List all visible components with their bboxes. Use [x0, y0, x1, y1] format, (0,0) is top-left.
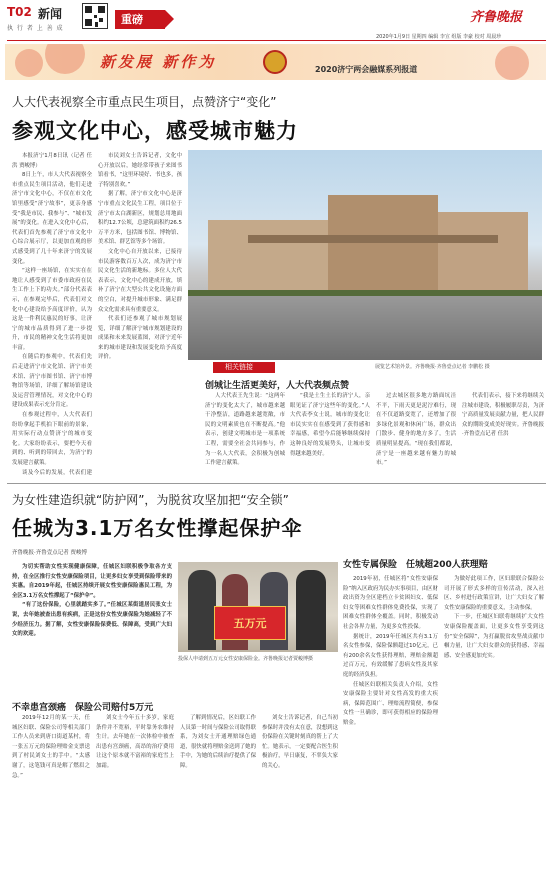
bottom-column-3 — [180, 714, 256, 880]
story2-subhead: 不幸患宫颈癌 保险公司赔付5万元 — [12, 703, 154, 713]
story2-lead — [12, 563, 172, 695]
paragraph: 刘女士告诉记者，自己当初参保时并没有太在意，没想到这份保险在关键时刻真的帮上了大忙。她表示，一定要配合医生积极治疗，早日康复，不辜负大家的关心。 — [262, 715, 338, 769]
paragraph: “有了这份保险，心里就踏实多了。”任城区某街道居民张女士说，去年她被查出患有疾病，正是这份女性安康保险为她减轻了不少经济压力。据了解，女性安康保险保费低、保障高，受到广大妇女的欢迎。 — [12, 602, 172, 638]
story1-headline: 参观文化中心，感受城市魅力 — [12, 119, 298, 143]
paragraph: 市民刘女士告诉记者，文化中心开放以后，她经常带孩子来图书馆看书，“这里环境好、书也多，孩子特别喜欢。” — [98, 153, 182, 188]
emblem-icon — [263, 50, 287, 74]
paragraph: 代表们还参观了城市规划展览，详细了解济宁城市规划建设的成果和未来发展蓝图，对济宁近年来的城市建设和发展变化给予高度评价。 — [98, 316, 182, 361]
newspaper-logo: 齐鲁晚报 — [470, 10, 523, 25]
masthead-subtitle: 执 行 者 上 善 成 — [7, 25, 64, 32]
paragraph: 人大代表王先生说：“这两年济宁的变化太大了，城市越来越干净整洁，道路越来越宽敞，市民的文明素质也在不断提高。”他表示，创建文明城市是一项系统工程，需要全社会共同参与，作为一名人大代表，会积极为创城工作建言献策。 — [205, 393, 285, 467]
sub-column-4 — [462, 392, 544, 480]
sub-column-3 — [376, 392, 456, 480]
paragraph: 据了解，济宁市文化中心是济宁市重点文化民生工程，项目位于济宁市太白湖新区，规划总用地面积约12.7公顷，总建筑面积约26.5万平方米，包括图书馆、博物馆、美术馆、群艺馆等多个场馆。 — [98, 191, 182, 246]
section-divider — [7, 483, 546, 484]
story1-kicker: 人大代表视察全市重点民生项目，点赞济宁“变化” — [12, 95, 277, 109]
sub-column-2 — [290, 392, 370, 480]
insurance-payout-photo — [178, 562, 338, 652]
side-column-1 — [343, 575, 438, 880]
paragraph: 本报济宁1月8日讯（记者 任洪 贾峻博） — [12, 153, 92, 169]
header-rule — [7, 40, 546, 41]
paragraph: 据统计，2019年任城区共有3.1万名女性参保，保险保额超过10亿元，已有200余名女性获得理赔，理赔金额超过百万元，有效缓解了患病女性及其家庭的经济负担。 — [343, 633, 438, 678]
photo-caption: 展览艺术馆外景。齐鲁晚报·齐鲁壹点记者 李鹏松 摄 — [375, 364, 490, 370]
story1-subhead: 创城让生活更美好，人大代表频点赞 — [205, 381, 350, 391]
paragraph: “我是土生土长的济宁人，亲眼见证了济宁这些年的变化。”人大代表李女士说，城市的变化让市民实实在在感受到了获得感和幸福感，希望今后能够继续保持这种良好的发展势头，让城市变得越来越美好。 — [290, 393, 370, 457]
paragraph: 8日上午，市人大代表视察全市重点民生项目活动，他们走进济宁市文化中心，不仅在市文化馆里感受“济宁故事”，更亲身感受“我是市民、我参与”、“城市发展”的变化。在进入文化中心后，代表们首先参观了济宁市文化中心综合展示厅，以更加直观的形式感受到了几十年来济宁的发展变化。 — [12, 172, 92, 265]
related-link-tag: 相关链接 — [213, 362, 275, 373]
masthead — [0, 0, 550, 40]
paragraph: 下一步，任城区妇联将继续扩大女性安康保险覆盖面，让更多女性享受到这份“安全保障”，为打赢脱贫攻坚战贡献巾帼力量，让广大妇女群众的获得感、幸福感、安全感更加充实。 — [444, 614, 544, 659]
paragraph: 谈及今后的发展，代表们建 — [22, 469, 92, 476]
story1-column-1 — [12, 152, 92, 478]
paragraph: 任城区妇联相关负责人介绍，女性安康保险主要针对女性高发的重大疾病，保障范围广、理赔流程简便，参保女性一旦确诊，即可获得相应的保险理赔金。 — [343, 681, 438, 726]
sub-column-1 — [205, 392, 285, 480]
paragraph: 在参观过程中，人大代表们纷纷拿起手机拍下眼前的景象，用实际行动点赞济宁的城市变化。大家纷纷表示，要把今天看到的、听到的带回去，为济宁的发展建言献策。 — [12, 412, 92, 466]
bottom-column-4 — [262, 714, 338, 880]
series-banner — [5, 44, 546, 80]
story1-column-2 — [98, 152, 182, 478]
paragraph: 在随后的参观中，代表们先后走进济宁市文化馆、济宁市美术馆、济宁市图书馆、济宁市博物馆等场馆，详细了解场馆建设及运营管理情况，对文化中心的建设成果表示充分肯定。 — [12, 354, 92, 409]
bottom-column-2 — [96, 714, 174, 880]
paragraph: 过去城区很多地方路面坑洼不平，下雨天更是泥泞难行，现在不仅道路变宽了，还增加了很多绿化景观和休闲广场，群众出门散步、健身的地方多了，生活质量明显提高。“现在我们都说，济宁是一座越来越有魅力的城市。” — [376, 393, 456, 467]
payout-check: 五万元 — [214, 606, 286, 640]
story2-headline: 任城为3.1万名女性撑起保护伞 — [12, 516, 303, 540]
paragraph: 2019年12月的某一天，任城区妇联、保险公司等相关部门工作人员来到唐口街道某村，将一张五万元的保险理赔金支票送到了村民刘女士的手中。“太感谢了，这笔钱可真是解了燃眉之急。” — [12, 715, 90, 779]
paragraph: “这样一座场馆，在实实在在地让人感受到了市委市政府在民生工作上下的功夫。”部分代表表示，在参观完毕后，代表们对文化中心建设给予高度评价，认为这是一件利民惠民的好事，让济宁的城市品质得到了进一步提升，市民的精神文化生活将更加丰富。 — [12, 268, 92, 351]
paragraph: 了解到情况后，区妇联工作人员第一时间与保险公司取得联系，为刘女士开通理赔绿色通道，很快就将理赔金送到了她的手中，为她的后续治疗提供了保障。 — [180, 715, 256, 769]
story2-kicker: 为女性建造织就“防护网”，为脱贫攻坚加把“安全锁” — [12, 493, 289, 507]
banner-series-title: 2020济宁两会融媒系列报道 — [315, 65, 418, 74]
side-column-2 — [444, 575, 544, 880]
paragraph: 2019年初，任城区将“女性安康保险”纳入区政府为民办实事项目，由区财政出资为全区建档立卡贫困妇女、低保妇女等困难女性群体免费投保，实现了困难女性群体全覆盖。同时，积极发动社会各界力量，为更多女性投保。 — [343, 576, 438, 630]
section-name: 新闻 — [38, 7, 63, 21]
photo-caption: 投保人申请到五万元女性安康保险金。齐鲁晚报记者贾峻博摄 — [178, 656, 314, 662]
story2-byline: 齐鲁晚报·齐鲁壹点记者 贾峻博 — [12, 550, 87, 556]
page-number: T02 — [7, 5, 32, 19]
paragraph: 刘女士今年五十多岁，家庭条件并不宽裕，平时靠务农维持生计。去年她在一次体检中被查出患有宫颈癌，高昂的治疗费用让这个原本就不富裕的家庭雪上加霜。 — [96, 715, 174, 769]
paragraph: 代表们表示，接下来将继续关注城市建设，积极履职尽责，为济宁高质量发展贡献力量，把人民群众的期盼变成美好现实。齐鲁晚报·齐鲁壹点记者 任洪 — [462, 393, 544, 438]
dateline: 2020年1月9日 星期四 编辑 李宣 组版 李豪 校对 周晨珍 — [376, 34, 502, 40]
culture-center-photo — [188, 150, 542, 360]
banner-slogan: 新发展 新作为 — [100, 53, 217, 71]
story2-side-head: 女性专属保险 任城超200人获理赔 — [343, 560, 488, 570]
paragraph: 为做好此项工作，区妇联联合保险公司开展了形式多样的宣传活动，深入社区、乡村进行政策宣讲，让广大妇女了解女性安康保险的重要意义，主动参保。 — [444, 576, 544, 611]
paragraph: 为切实帮助女性实现健康保障，任城区妇联积极争取各方支持，在全区推行女性安康保险项目，让更多妇女享受到保险带来的实惠。自2019年起，任城区持续开展女性安康保险惠民工程，为全区3.1万名女性撑起了“保护伞”。 — [12, 564, 172, 599]
qr-code-icon[interactable] — [82, 3, 108, 29]
section-badge: 重磅 — [115, 10, 165, 29]
paragraph: 文化中心自开放以来，已接待市民游客数百万人次，成为济宁市民文化生活的新地标。多位人大代表表示，文化中心的建成开放，填补了济宁在大型公共文化设施方面的空白，对提升城市形象、满足群众文化需求具有重要意义。 — [98, 248, 182, 313]
bottom-column-1 — [12, 714, 90, 880]
